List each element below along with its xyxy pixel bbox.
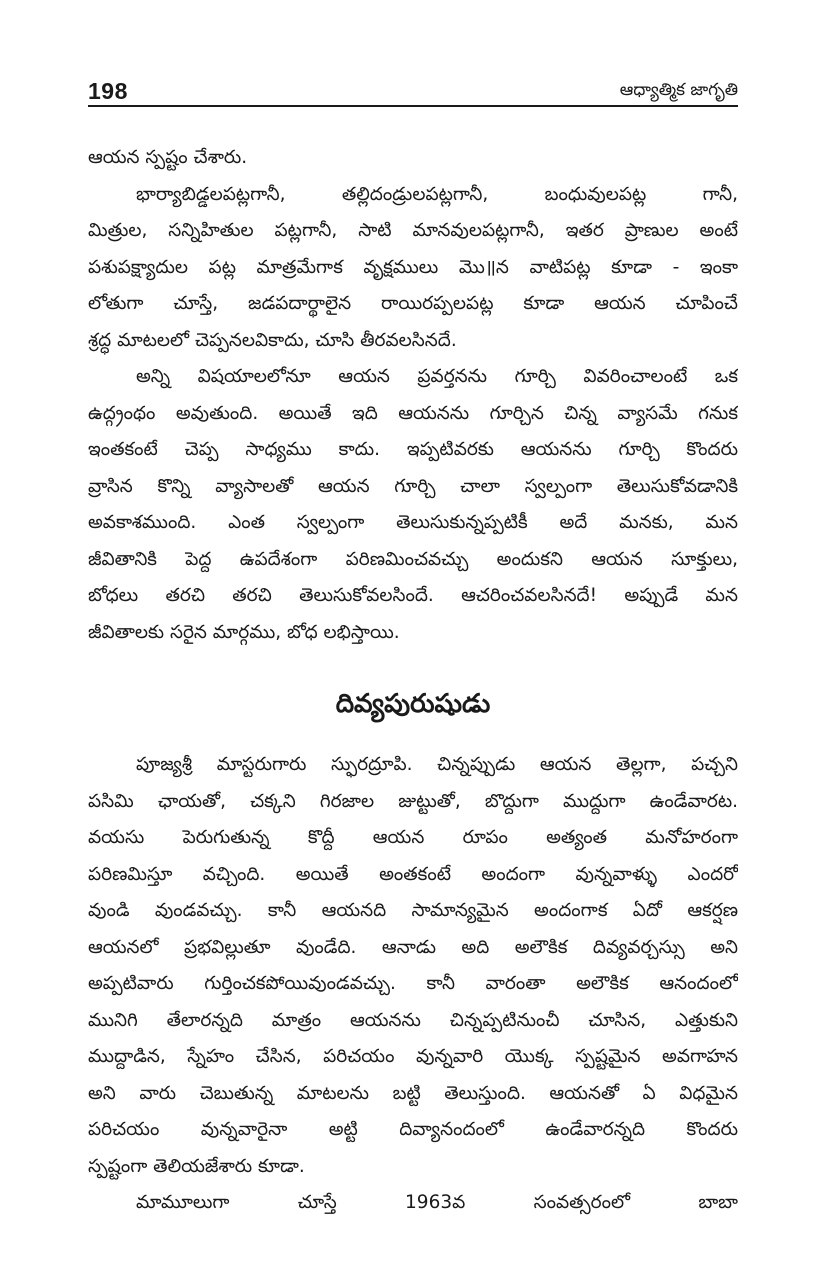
paragraph bbox=[88, 359, 738, 651]
page-body bbox=[88, 140, 738, 1222]
page-number: 198 bbox=[88, 78, 128, 104]
text-line: పరిచయం వున్నవారైనా అట్టి దివ్యానందంలో ఉండేవారన్నది కొందరు bbox=[88, 1119, 738, 1140]
text-line: మునిగి తేలారన్నది మాత్రం ఆయనను చిన్నప్పటినుంచీ చూసిన, ఎత్తుకుని bbox=[88, 1009, 738, 1031]
text-line: ముద్దాడిన, స్నేహం చేసిన, పరిచయం వున్నవారి యొక్క స్పష్టమైన అవగాహన bbox=[88, 1046, 738, 1067]
header-rule bbox=[88, 105, 738, 107]
text-line: ఆయనలో ప్రభవిల్లుతూ వుండేది. ఆనాడు అది అలౌకిక దివ్యవర్చస్సు అని bbox=[88, 936, 738, 958]
text-line: వయసు పెరుగుతున్న కొద్దీ ఆయన రూపం అత్యంత మనోహరంగా bbox=[88, 827, 738, 848]
text-line: స్పష్టంగా తెలియజేశారు కూడా. bbox=[88, 1155, 305, 1177]
text-line: బోధలు తరచి తరచి తెలుసుకోవలసిందే. ఆచరించవలసినదే! అప్పుడే మన bbox=[88, 585, 738, 606]
text-line: శ్రద్ధ మాటలలో చెప్పనలవికాదు, చూసి తీరవలసినదే. bbox=[88, 329, 457, 351]
text-line: వుండి వుండవచ్చు. కానీ ఆయనది సామాన్యమైన అందంగాక ఏదో ఆకర్షణ bbox=[88, 900, 738, 921]
text-line: అని వారు చెబుతున్న మాటలను బట్టి తెలుస్తుంది. ఆయనతో ఏ విధమైన bbox=[88, 1082, 738, 1104]
text-line: పశుపక్ష్యాదుల పట్ల మాత్రమేగాక వృక్షములు మొ॥న వాటిపట్ల కూడా - ఇంకా bbox=[88, 256, 738, 278]
text-line: మిత్రుల, సన్నిహితుల పట్లగానీ, సాటి మానవులపట్లగానీ, ఇతర ప్రాణుల అంటే bbox=[88, 220, 738, 241]
paragraph bbox=[88, 747, 738, 1185]
text-line: అన్ని విషయాలలోనూ ఆయన ప్రవర్తనను గూర్చి వివరించాలంటే ఒక bbox=[136, 366, 738, 387]
paragraph-group-section bbox=[88, 747, 738, 1222]
text-line: ఆయన స్పష్టం చేశారు. bbox=[88, 147, 248, 168]
text-line: జీవితాలకు సరైన మార్గము, బోధ లభిస్తాయి. bbox=[88, 621, 400, 643]
text-line: మామూలుగా చూస్తే 1963వ సంవత్సరంలో బాబా bbox=[136, 1192, 738, 1213]
text-line: అవకాశముంది. ఎంత స్వల్పంగా తెలుసుకున్నప్పటికీ అదే మనకు, మన bbox=[88, 512, 738, 533]
text-line: వ్రాసిన కొన్ని వ్యాసాలతో ఆయన గూర్చి చాలా స్వల్పంగా తెలుసుకోవడానికి bbox=[88, 475, 738, 497]
section-title: దివ్యపురుషుడు bbox=[335, 689, 491, 719]
paragraph bbox=[88, 1185, 738, 1222]
text-line: పసిమి ఛాయతో, చక్కని గిరజాల జుట్టుతో, బొద్దుగా ముద్దుగా ఉండేవారట. bbox=[88, 790, 738, 812]
text-line: జీవితానికి పెద్ద ఉపదేశంగా పరిణమించవచ్చు అందుకని ఆయన సూక్తులు, bbox=[88, 548, 738, 570]
paragraph bbox=[88, 177, 738, 360]
paragraph bbox=[88, 140, 738, 177]
text-line: లోతుగా చూస్తే, జడపదార్థాలైన రాయిరప్పలపట్ల కూడా ఆయన చూపించే bbox=[88, 293, 738, 314]
text-line: భార్యాబిడ్డలపట్లగానీ, తల్లిదండ్రులపట్లగానీ, బంధువులపట్ల గానీ, bbox=[136, 183, 738, 205]
text-line: పూజ్యశ్రీ మాస్టరుగారు స్ఫురద్రూపి. చిన్నప్పుడు ఆయన తెల్లగా, పచ్చని bbox=[136, 754, 738, 775]
text-line: ఇంతకంటే చెప్ప సాధ్యము కాదు. ఇప్పటివరకు ఆయనను గూర్చి కొందరు bbox=[88, 439, 738, 460]
running-head: ఆధ్యాత్మిక జాగృతి bbox=[619, 80, 738, 100]
text-line: ఉద్గ్రంథం అవుతుంది. అయితే ఇది ఆయనను గూర్చిన చిన్న వ్యాసమే గనుక bbox=[88, 402, 738, 424]
text-line: పరిణమిస్తూ వచ్చింది. అయితే అంతకంటే అందంగా వున్నవాళ్ళు ఎందరో bbox=[88, 863, 738, 885]
text-line: అప్పటివారు గుర్తించకపోయివుండవచ్చు. కానీ వారంతా అలౌకిక ఆనందంలో bbox=[88, 973, 738, 994]
page-header bbox=[88, 72, 738, 108]
paragraph-group-intro bbox=[88, 140, 738, 651]
